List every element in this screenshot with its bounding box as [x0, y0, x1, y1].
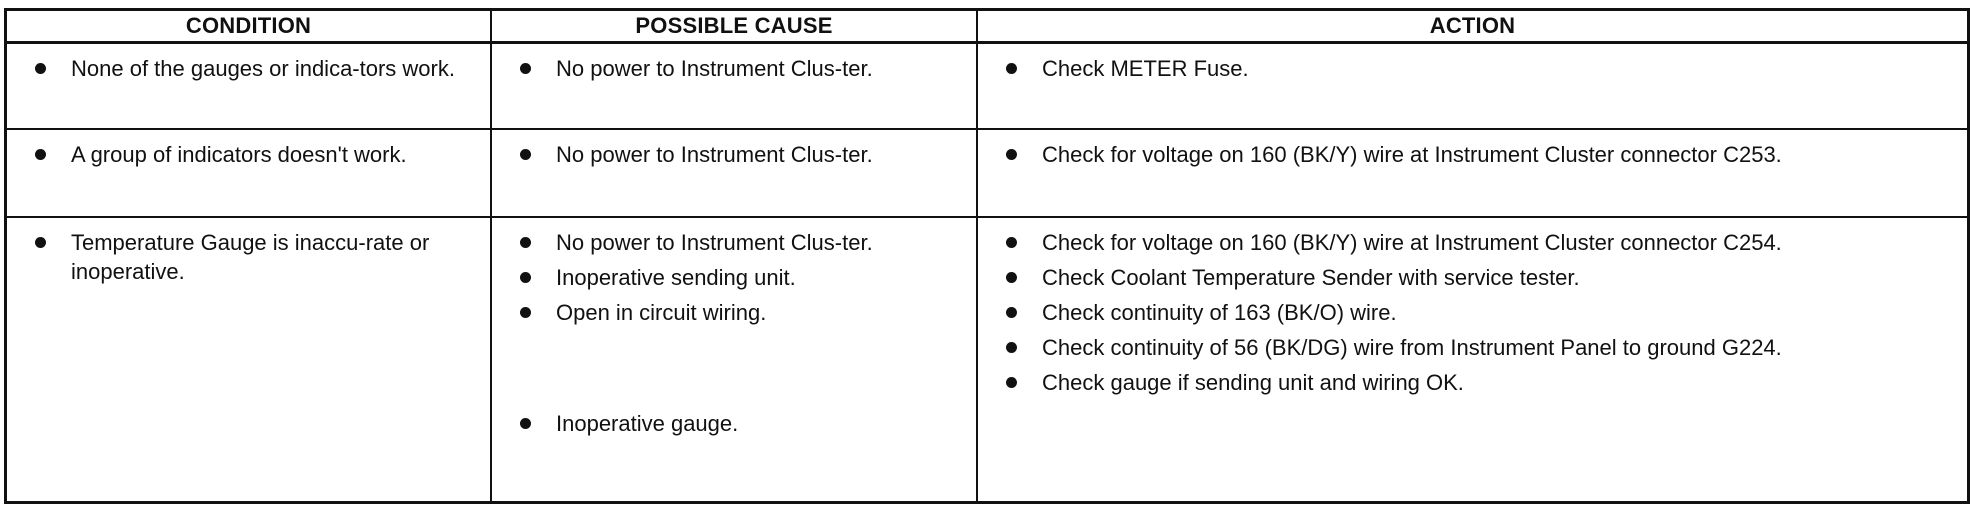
action-item: Check continuity of 163 (BK/O) wire.	[1004, 298, 1949, 327]
header-row	[7, 11, 1967, 43]
condition-cell	[7, 43, 491, 130]
action-item: Check gauge if sending unit and wiring OK.	[1004, 368, 1949, 397]
action-cell	[977, 217, 1967, 501]
cause-item: No power to Instrument Clus-ter.	[518, 140, 958, 169]
action-item: Check for voltage on 160 (BK/Y) wire at Instrument Cluster connector C254.	[1004, 228, 1949, 257]
cause-cell	[491, 217, 977, 501]
action-item: Check for voltage on 160 (BK/Y) wire at Instrument Cluster connector C253.	[1004, 140, 1949, 169]
action-cell	[977, 129, 1967, 217]
diagnosis-table-frame	[4, 8, 1970, 504]
condition-item: A group of indicators doesn't work.	[33, 140, 472, 169]
cause-cell	[491, 129, 977, 217]
cause-cell	[491, 43, 977, 130]
action-cell	[977, 43, 1967, 130]
header-condition: CONDITION	[7, 11, 491, 43]
cause-item: No power to Instrument Clus-ter.	[518, 228, 958, 257]
action-item: Check METER Fuse.	[1004, 54, 1949, 83]
table-row	[7, 43, 1967, 130]
header-possible-cause: POSSIBLE CAUSE	[491, 11, 977, 43]
condition-item: None of the gauges or indica-tors work.	[33, 54, 472, 83]
cause-item: Inoperative sending unit.	[518, 263, 958, 292]
condition-item: Temperature Gauge is inaccu-rate or inoperative.	[33, 228, 472, 286]
cause-item: Open in circuit wiring.	[518, 298, 958, 327]
table-row	[7, 217, 1967, 501]
header-action: ACTION	[977, 11, 1967, 43]
condition-cell	[7, 129, 491, 217]
cause-spacer	[518, 333, 958, 409]
action-item: Check Coolant Temperature Sender with service tester.	[1004, 263, 1949, 292]
table-row	[7, 129, 1967, 217]
cause-item: No power to Instrument Clus-ter.	[518, 54, 958, 83]
cause-item: Inoperative gauge.	[518, 409, 958, 438]
action-item: Check continuity of 56 (BK/DG) wire from Instrument Panel to ground G224.	[1004, 333, 1949, 362]
condition-cell	[7, 217, 491, 501]
diagnosis-table	[7, 11, 1967, 501]
